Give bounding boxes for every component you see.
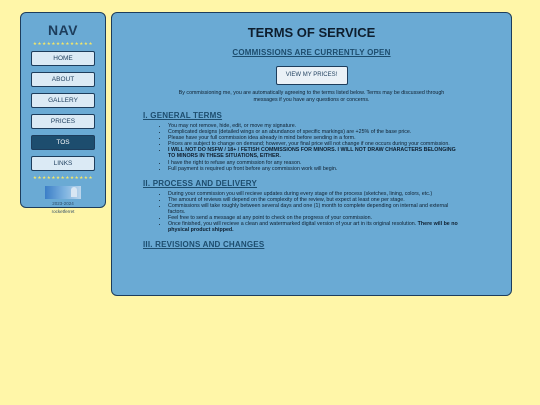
list-item <box>168 221 463 233</box>
list-item: • You may not remove, hide, edit, or move my signature. <box>168 123 463 129</box>
list-item-nsfw-warning: • I WILL NOT DO NSFW / 18+ / FETISH COMMISSIONS FOR MINORS. I WILL NOT DRAW CHARACTERS BELONGING TO MINORS IN THESE SITUATIONS, EITHER. <box>168 147 463 159</box>
list-item: • During your commission you will recieve updates during every stage of the process (sketches, lining, colors, etc.) <box>168 191 463 197</box>
nav-gallery-button[interactable]: GALLERY <box>31 93 95 108</box>
star-divider-bottom: ★★★★★★★★★★★★★ <box>32 175 94 180</box>
general-terms-list <box>160 123 463 172</box>
page-title: TERMS OF SERVICE <box>247 25 376 40</box>
site-badge-image <box>45 186 81 199</box>
delivery-text: Once finished, you will recieve a clean and watermarked digital version of your art in its original resolution. <box>168 221 418 228</box>
list-item: • Feel free to send a message at any point to check on the progress of your commission. <box>168 215 463 221</box>
no-physical-product-note: There will be no physical product shipped. <box>168 221 458 234</box>
section-heading-general: I. GENERAL TERMS <box>143 111 223 120</box>
nav-about-button[interactable]: ABOUT <box>31 72 95 87</box>
badge-figure-icon <box>71 187 77 197</box>
list-item: • Full payment is required up front before any commission work will begin. <box>168 166 463 172</box>
copyright-years: 2023-2024 <box>52 201 74 206</box>
star-divider-top: ★★★★★★★★★★★★★ <box>32 41 94 46</box>
list-item: • Please have your full commission idea already in mind before sending in a form. <box>168 135 463 141</box>
copyright-credit: rocketferret <box>51 209 75 214</box>
list-item: • Prices are subject to change on demand; however, your final price will not change if one occurs during your commission. <box>168 141 463 147</box>
view-prices-button[interactable]: VIEW MY PRICES! <box>276 66 348 85</box>
list-item: • Commissions will take roughly between several days and one (1) month to complete depending on internal and external factors. <box>168 203 463 215</box>
nav-home-button[interactable]: HOME <box>31 51 95 66</box>
nav-title: NAV <box>47 22 79 38</box>
tos-panel <box>111 12 512 296</box>
nav-prices-button[interactable]: PRICES <box>31 114 95 129</box>
list-item: • I have the right to refuse any commission for any reason. <box>168 160 463 166</box>
nav-tos-button[interactable]: TOS <box>31 135 95 150</box>
process-list <box>160 191 463 234</box>
list-item: • The amount of reviews will depend on the complexity of the review, but expect at least one per stage. <box>168 197 463 203</box>
section-heading-revisions: III. REVISIONS AND CHANGES <box>143 240 265 250</box>
commission-status: COMMISSIONS ARE CURRENTLY OPEN <box>232 48 391 57</box>
section-heading-process: II. PROCESS AND DELIVERY <box>143 178 258 188</box>
list-item: • Complicated designs (detailed wings or an abundance of specific markings) are +25% of the base price. <box>168 129 463 135</box>
intro-text: By commissioning me, you are automatically agreeing to the terms listed below. Terms may be discussed through messages if you have any questions or concerns. <box>178 90 445 103</box>
nav-links-button[interactable]: LINKS <box>31 156 95 171</box>
nav-panel <box>20 12 106 214</box>
